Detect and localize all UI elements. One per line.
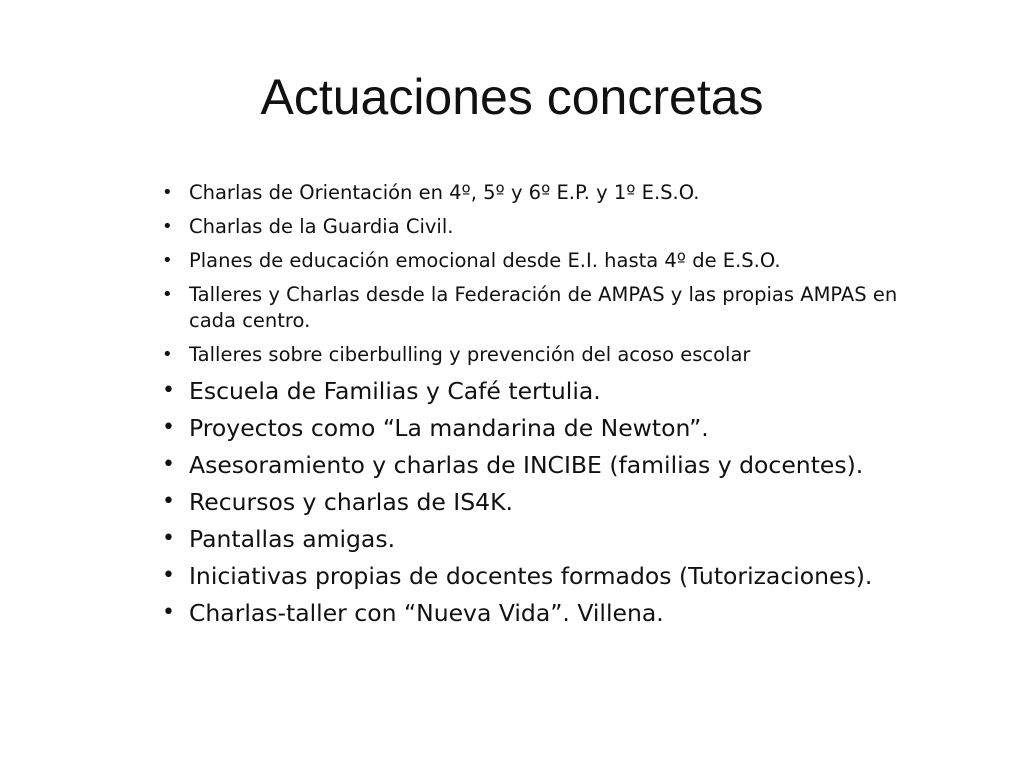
bullet-dot-icon: • [162,415,175,440]
bullet-list [162,180,942,635]
bullet-text: Charlas de la Guardia Civil. [189,215,454,238]
bullet-item [162,413,942,443]
bullet-text: Pantallas amigas. [189,525,396,553]
bullet-item [162,214,942,240]
bullet-text: Escuela de Familias y Café tertulia. [189,377,601,405]
bullet-dot-icon: • [162,526,175,551]
bullet-item [162,282,942,334]
bullet-dot-icon: • [162,216,173,237]
bullet-text: Charlas de Orientación en 4º, 5º y 6º E.P. y 1º E.S.O. [189,181,700,204]
bullet-item [162,248,942,274]
bullet-text: Talleres y Charlas desde la Federación de AMPAS y las propias AMPAS en cada centro. [189,283,898,332]
bullet-item [162,561,942,591]
bullet-text: Talleres sobre ciberbulling y prevención del acoso escolar [189,343,751,366]
bullet-dot-icon: • [162,563,175,588]
slide-title: Actuaciones concretas [260,69,764,125]
bullet-item [162,180,942,206]
bullet-dot-icon: • [162,378,175,403]
bullet-text: Planes de educación emocional desde E.I. hasta 4º de E.S.O. [189,249,781,272]
bullet-item [162,524,942,554]
bullet-item [162,342,942,368]
bullet-item [162,376,942,406]
bullet-dot-icon: • [162,452,175,477]
bullet-dot-icon: • [162,250,173,271]
bullet-text: Proyectos como “La mandarina de Newton”. [189,414,709,442]
bullet-item [162,598,942,628]
bullet-dot-icon: • [162,600,175,625]
bullet-item [162,487,942,517]
bullet-text: Iniciativas propias de docentes formados (Tutorizaciones). [189,562,873,590]
bullet-dot-icon: • [162,489,175,514]
bullet-dot-icon: • [162,344,173,365]
bullet-text: Charlas-taller con “Nueva Vida”. Villena. [189,599,664,627]
bullet-text: Asesoramiento y charlas de INCIBE (familias y docentes). [189,451,864,479]
bullet-dot-icon: • [162,284,173,305]
bullet-item [162,450,942,480]
bullet-dot-icon: • [162,182,173,203]
bullet-text: Recursos y charlas de IS4K. [189,488,513,516]
